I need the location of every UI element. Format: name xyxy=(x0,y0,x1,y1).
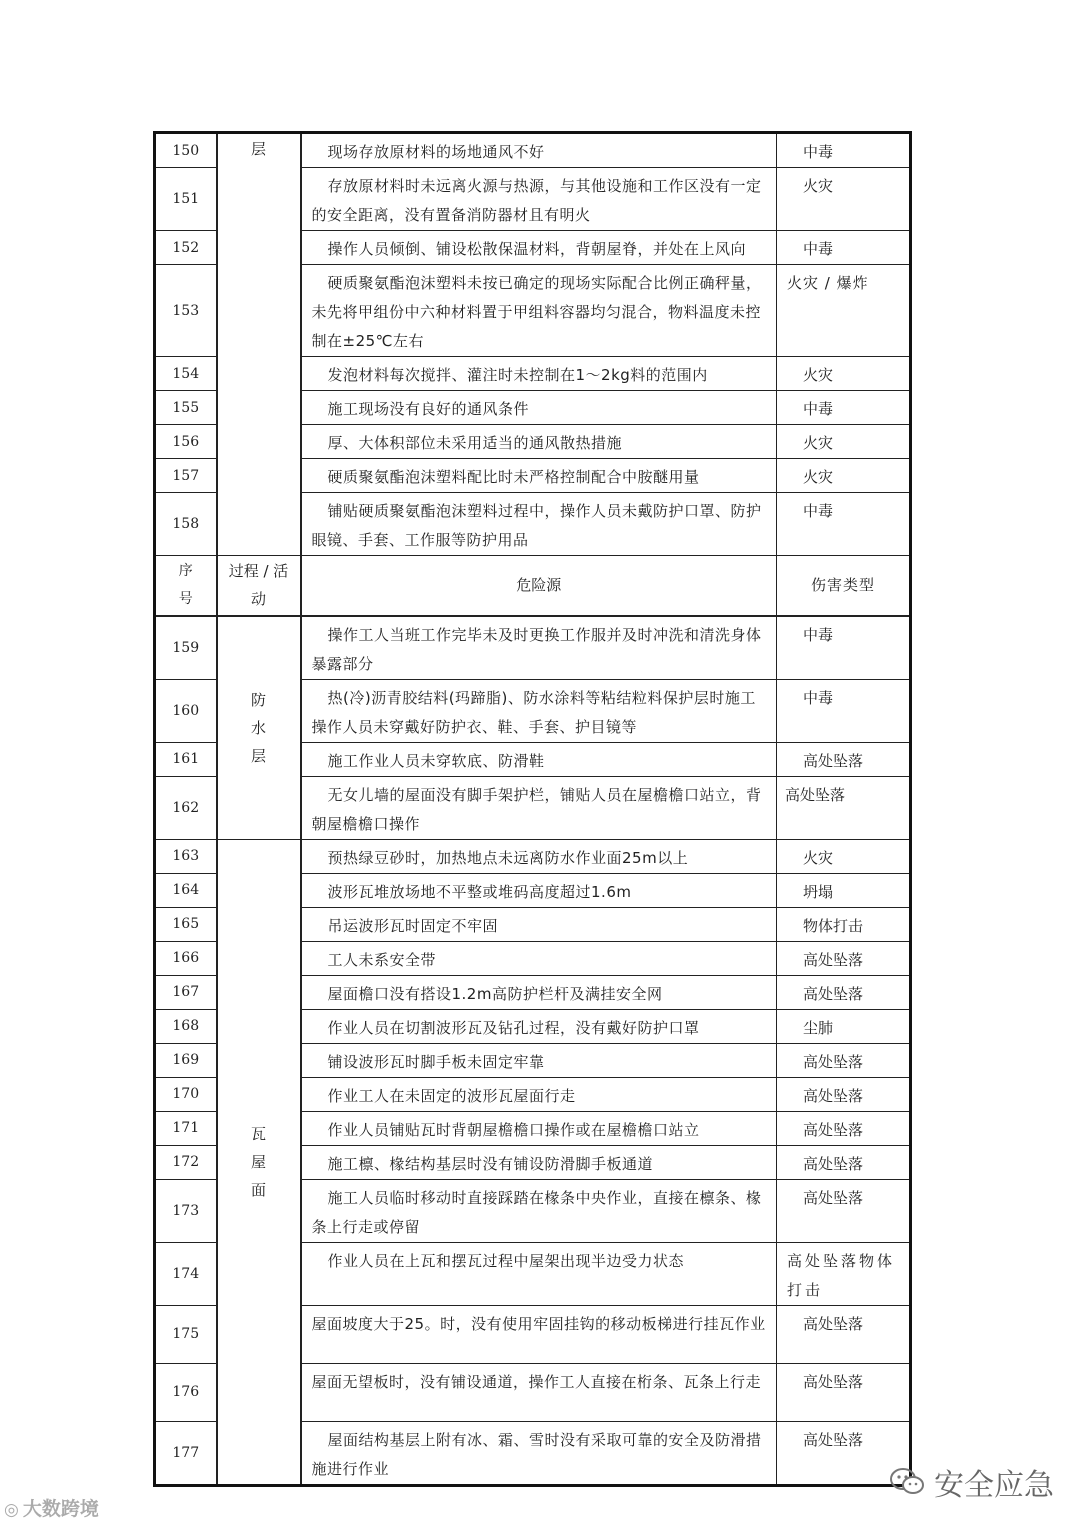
header-no: 序 号 xyxy=(155,556,217,616)
harm-type: 高处坠落 xyxy=(777,1145,911,1179)
harm-type: 高处坠落 xyxy=(777,1111,911,1145)
row-number: 165 xyxy=(155,907,217,941)
row-number: 153 xyxy=(155,265,217,357)
header-process: 过程 / 活 动 xyxy=(217,556,301,616)
row-number: 170 xyxy=(155,1077,217,1111)
weibo-logo-icon: ◎ xyxy=(4,1500,19,1520)
row-number: 155 xyxy=(155,391,217,425)
harm-type: 中毒 xyxy=(777,231,911,265)
row-number: 164 xyxy=(155,873,217,907)
hazard-text: 屋面结构基层上附有冰、霜、雪时没有采取可靠的安全及防滑措施进行作业 xyxy=(301,1421,777,1485)
row-number: 177 xyxy=(155,1421,217,1485)
hazard-text: 发泡材料每次搅拌、灌注时未控制在1～2kg料的范围内 xyxy=(301,357,777,391)
hazard-text: 施工作业人员未穿软底、防滑鞋 xyxy=(301,742,777,776)
hazard-text: 施工现场没有良好的通风条件 xyxy=(301,391,777,425)
harm-type: 高处坠落 xyxy=(777,941,911,975)
harm-type: 火灾 xyxy=(777,459,911,493)
harm-type: 中毒 xyxy=(777,679,911,742)
harm-type: 高处坠落 xyxy=(777,1179,911,1242)
header-hazard: 危险源 xyxy=(301,556,777,616)
hazard-text: 工人未系安全带 xyxy=(301,941,777,975)
hazard-text: 屋面坡度大于25。时，没有使用牢固挂钩的移动板梯进行挂瓦作业 xyxy=(301,1305,777,1363)
harm-type: 火灾 xyxy=(777,839,911,873)
row-number: 174 xyxy=(155,1242,217,1305)
harm-type: 高处坠落 xyxy=(777,1077,911,1111)
hazard-table xyxy=(153,131,912,1487)
row-number: 151 xyxy=(155,168,217,231)
hazard-text: 无女儿墙的屋面没有脚手架护栏，铺贴人员在屋檐檐口站立，背朝屋檐檐口操作 xyxy=(301,776,777,839)
harm-type: 火灾 xyxy=(777,425,911,459)
harm-type: 高处坠落 xyxy=(777,1043,911,1077)
header-harm-type: 伤害类型 xyxy=(777,556,911,616)
harm-type: 高处坠落 xyxy=(777,1305,911,1363)
harm-type: 中毒 xyxy=(777,391,911,425)
hazard-text: 现场存放原材料的场地通风不好 xyxy=(301,133,777,168)
process-cell-layer: 层 xyxy=(217,133,301,556)
table-header-row xyxy=(155,556,911,616)
row-number: 176 xyxy=(155,1363,217,1421)
row-number: 171 xyxy=(155,1111,217,1145)
hazard-text: 硬质聚氨酯泡沫塑料未按已确定的现场实际配合比例正确秤量，未先将甲组份中六种材料置于甲组料容器均匀混合，物料温度未控制在±25℃左右 xyxy=(301,265,777,357)
harm-type: 中毒 xyxy=(777,616,911,680)
row-number: 163 xyxy=(155,839,217,873)
hazard-text: 厚、大体积部位未采用适当的通风散热措施 xyxy=(301,425,777,459)
row-number: 156 xyxy=(155,425,217,459)
hazard-text: 作业人员在上瓦和摆瓦过程中屋架出现半边受力状态 xyxy=(301,1242,777,1305)
row-number: 160 xyxy=(155,679,217,742)
hazard-text: 热(冷)沥青胶结料(玛蹄脂)、防水涂料等粘结粒料保护层时施工操作人员未穿戴好防护衣、鞋、手套、护目镜等 xyxy=(301,679,777,742)
table-row xyxy=(155,133,911,168)
hazard-text: 屋面檐口没有搭设1.2m高防护栏杆及满挂安全网 xyxy=(301,975,777,1009)
hazard-text: 预热绿豆砂时，加热地点未远离防水作业面25m以上 xyxy=(301,839,777,873)
hazard-text: 作业人员铺贴瓦时背朝屋檐檐口操作或在屋檐檐口站立 xyxy=(301,1111,777,1145)
hazard-text: 作业工人在未固定的波形瓦屋面行走 xyxy=(301,1077,777,1111)
process-cell-tile-roof: 瓦 屋 面 xyxy=(217,839,301,1485)
row-number: 166 xyxy=(155,941,217,975)
row-number: 162 xyxy=(155,776,217,839)
hazard-text: 硬质聚氨酯泡沫塑料配比时未严格控制配合中胺醚用量 xyxy=(301,459,777,493)
hazard-text: 铺设波形瓦时脚手板未固定牢靠 xyxy=(301,1043,777,1077)
harm-type: 高处坠落 xyxy=(777,742,911,776)
harm-type: 高处坠落物体打击 xyxy=(777,1242,911,1305)
harm-type: 火灾 xyxy=(777,357,911,391)
hazard-text: 操作工人当班工作完毕未及时更换工作服并及时冲洗和清洗身体暴露部分 xyxy=(301,616,777,680)
table-row xyxy=(155,839,911,873)
harm-type: 火灾 xyxy=(777,168,911,231)
row-number: 150 xyxy=(155,133,217,168)
hazard-text: 波形瓦堆放场地不平整或堆码高度超过1.6m xyxy=(301,873,777,907)
hazard-text: 铺贴硬质聚氨酯泡沫塑料过程中，操作人员未戴防护口罩、防护眼镜、手套、工作服等防护用品 xyxy=(301,493,777,556)
harm-type: 物体打击 xyxy=(777,907,911,941)
row-number: 154 xyxy=(155,357,217,391)
harm-type: 高处坠落 xyxy=(777,1363,911,1421)
harm-type: 中毒 xyxy=(777,133,911,168)
row-number: 167 xyxy=(155,975,217,1009)
table-row xyxy=(155,616,911,680)
watermark-right: 安全应急 xyxy=(890,1460,1054,1504)
harm-type: 尘肺 xyxy=(777,1009,911,1043)
row-number: 172 xyxy=(155,1145,217,1179)
row-number: 157 xyxy=(155,459,217,493)
hazard-text: 吊运波形瓦时固定不牢固 xyxy=(301,907,777,941)
row-number: 175 xyxy=(155,1305,217,1363)
harm-type: 高处坠落 xyxy=(777,1421,911,1485)
harm-type: 坍塌 xyxy=(777,873,911,907)
harm-type: 高处坠落 xyxy=(777,776,911,839)
row-number: 158 xyxy=(155,493,217,556)
wechat-logo-icon xyxy=(890,1467,924,1497)
hazard-text: 施工人员临时移动时直接踩踏在椽条中央作业，直接在檩条、椽条上行走或停留 xyxy=(301,1179,777,1242)
row-number: 173 xyxy=(155,1179,217,1242)
harm-type: 高处坠落 xyxy=(777,975,911,1009)
watermark-left: ◎ 大数跨境 xyxy=(4,1498,99,1520)
hazard-text: 存放原材料时未远离火源与热源，与其他设施和工作区没有一定的安全距离，没有置备消防器材且有明火 xyxy=(301,168,777,231)
hazard-text: 操作人员倾倒、铺设松散保温材料，背朝屋脊，并处在上风向 xyxy=(301,231,777,265)
hazard-text: 屋面无望板时，没有铺设通道，操作工人直接在桁条、瓦条上行走 xyxy=(301,1363,777,1421)
row-number: 169 xyxy=(155,1043,217,1077)
harm-type: 中毒 xyxy=(777,493,911,556)
hazard-text: 作业人员在切割波形瓦及钻孔过程，没有戴好防护口罩 xyxy=(301,1009,777,1043)
process-cell-waterproof: 防 水 层 xyxy=(217,616,301,840)
row-number: 168 xyxy=(155,1009,217,1043)
row-number: 159 xyxy=(155,616,217,680)
row-number: 161 xyxy=(155,742,217,776)
harm-type: 火灾 / 爆炸 xyxy=(777,265,911,357)
hazard-text: 施工檩、椽结构基层时没有铺设防滑脚手板通道 xyxy=(301,1145,777,1179)
row-number: 152 xyxy=(155,231,217,265)
